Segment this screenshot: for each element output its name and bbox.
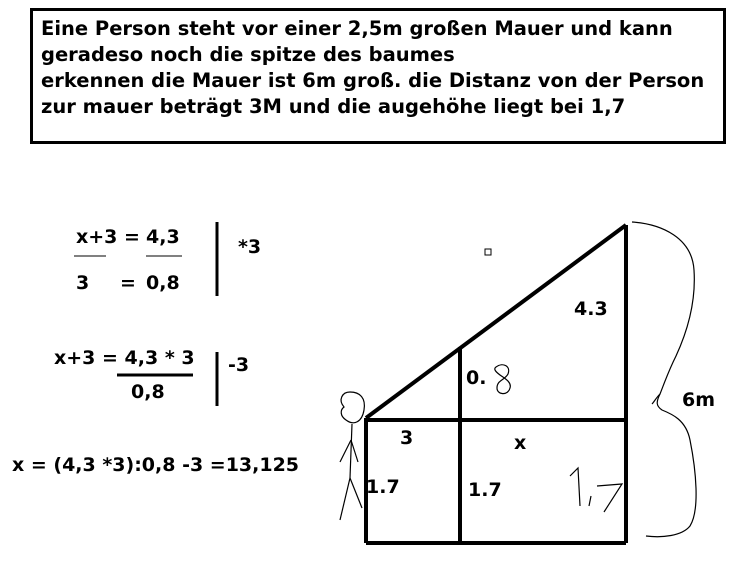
marker-square — [485, 249, 491, 255]
result-equation: x = (4,3 *3):0,8 -3 =13,125 — [12, 454, 300, 476]
eq2-denominator: 0,8 — [131, 381, 165, 403]
problem-line-3: erkennen die Mauer ist 6m groß. die Distanz von der Person — [41, 69, 705, 92]
label-4-3: 4.3 — [574, 298, 608, 320]
label-1-7-left: 1.7 — [366, 476, 400, 498]
sight-line — [366, 225, 626, 418]
stick-figure-head — [341, 392, 364, 423]
problem-line-2: geradeso noch die spitze des baumes — [41, 43, 455, 66]
label-6m: 6m — [682, 389, 716, 411]
eq1-numerator-left: x+3 = — [76, 226, 140, 248]
eq1-numerator-right: 4,3 — [146, 226, 180, 248]
eq1-equals: = — [120, 272, 136, 294]
handwritten-eight — [495, 365, 511, 394]
label-0-8: 0. — [466, 367, 487, 389]
label-3: 3 — [400, 427, 414, 449]
eq1-denominator-right: 0,8 — [146, 272, 180, 294]
handwritten-1-7 — [570, 468, 622, 512]
stick-figure-arm-right — [351, 440, 358, 462]
eq2-operation: -3 — [228, 354, 250, 376]
stick-figure-leg-left — [340, 478, 350, 520]
problem-line-4: zur mauer beträgt 3M und die augehöhe liegt bei 1,7 — [41, 95, 626, 118]
stick-figure — [340, 392, 364, 520]
stick-figure-leg-right — [350, 478, 362, 508]
stick-figure-arm-left — [340, 440, 351, 462]
label-x: x — [514, 432, 527, 454]
problem-line-1: Eine Person steht vor einer 2,5m großen Mauer und kann — [41, 17, 673, 40]
label-1-7-middle: 1.7 — [468, 479, 502, 501]
curly-brace-tip — [652, 394, 660, 404]
eq1-operation: *3 — [238, 236, 262, 258]
eq2-numerator: x+3 = 4,3 * 3 — [54, 347, 195, 369]
eq1-denominator-left: 3 — [76, 272, 90, 294]
curly-brace — [632, 222, 696, 537]
stick-figure-body — [350, 424, 352, 478]
